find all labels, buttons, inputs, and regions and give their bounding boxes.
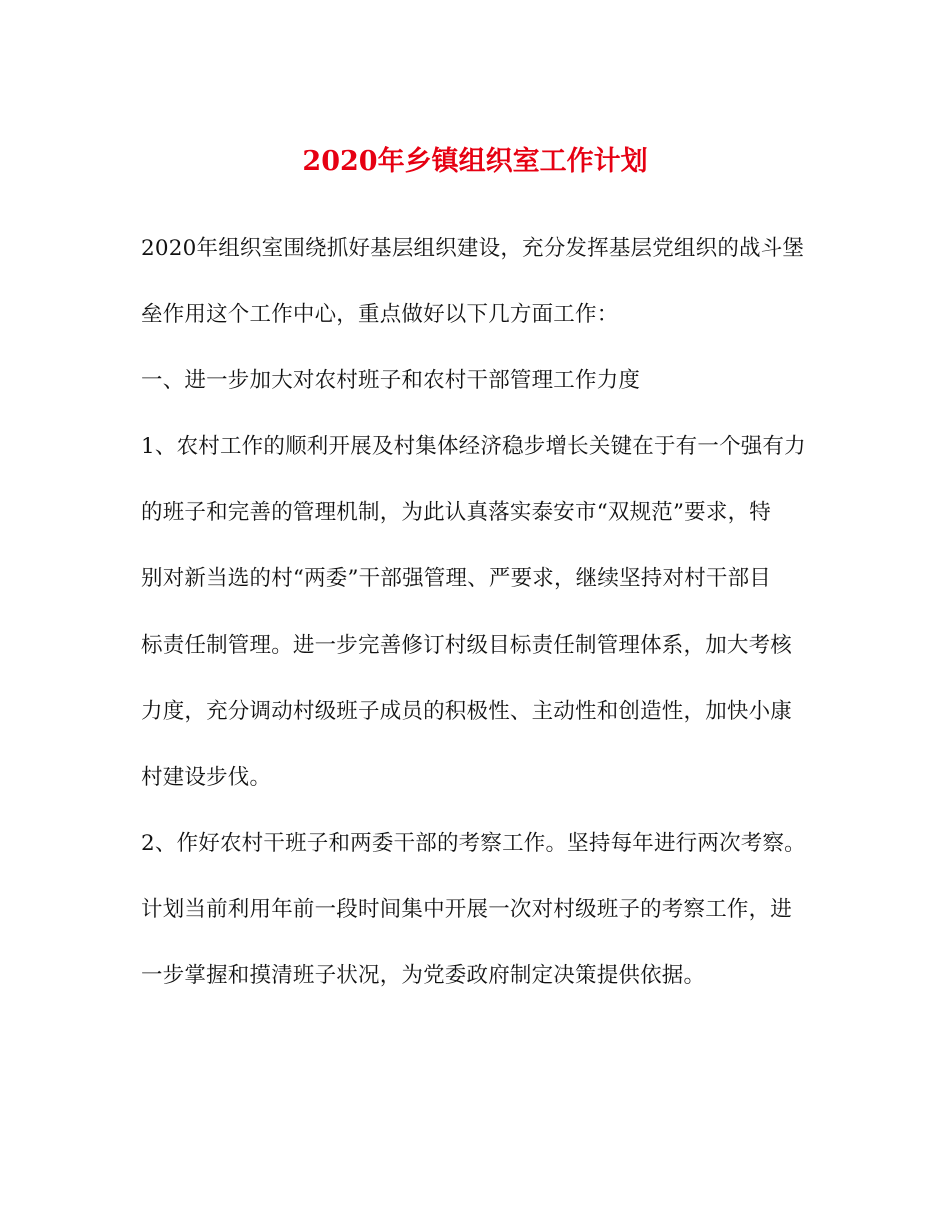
document-body	[141, 216, 816, 1009]
body-line: 的班子和完善的管理机制，为此认真落实泰安市“双规范”要求，特	[141, 500, 771, 526]
body-line: 村建设步伐。	[141, 764, 272, 790]
body-line: 标责任制管理。进一步完善修订村级目标责任制管理体系，加大考核	[141, 632, 793, 658]
body-line: 力度，充分调动村级班子成员的积极性、主动性和创造性，加快小康	[141, 698, 793, 724]
body-line: 一步掌握和摸清班子状况，为党委政府制定决策提供依据。	[141, 963, 706, 989]
body-line: 2020年组织室围绕抓好基层组织建设，充分发挥基层党组织的战斗堡	[141, 236, 805, 261]
body-line: 计划当前利用年前一段时间集中开展一次对村级班子的考察工作，进	[141, 896, 793, 922]
body-line: 别对新当选的村“两委”干部强管理、严要求，继续坚持对村干部目	[141, 566, 771, 592]
document-title: 2020年乡镇组织室工作计划	[302, 146, 648, 177]
body-line: 1、农村工作的顺利开展及村集体经济稳步增长关键在于有一个强有力	[141, 434, 806, 460]
body-line: 2、作好农村干班子和两委干部的考察工作。坚持每年进行两次考察。	[141, 830, 806, 856]
body-line: 垒作用这个工作中心，重点做好以下几方面工作：	[141, 302, 619, 328]
section-heading: 一、进一步加大对农村班子和农村干部管理工作力度	[141, 368, 641, 394]
